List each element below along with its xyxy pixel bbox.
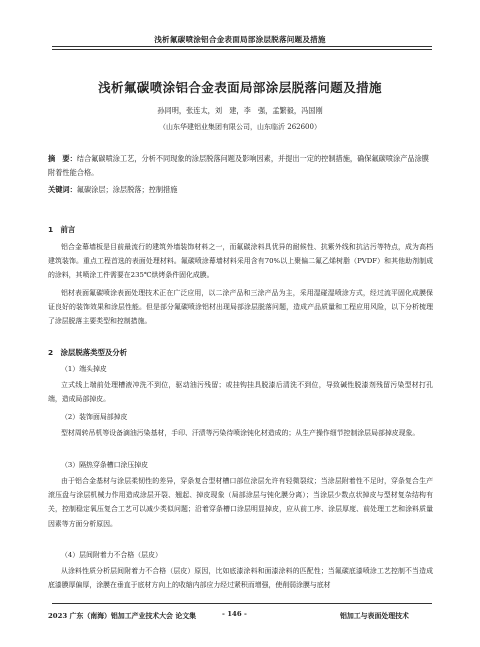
page-number: - 146 - — [222, 610, 247, 618]
subheading: （3）隔热穿条槽口涂压掉皮 — [61, 461, 149, 469]
keywords-label: 关键词： — [48, 185, 77, 194]
body-paragraph: 立式线上端前处理槽液冲洗不到位，驱动油污残留；或挂钩挂具脱漆后清洗不到位，导致碱性脱漆剂残留污染型材打孔端，造成局部掉皮。 — [48, 381, 433, 404]
body-paragraph: 铝合金幕墙板是目前最流行的建筑外墙装饰材料之一，而氟碳涂料具优异的耐候性、抗紫外线和抗沾污等特点，成为高档建筑装饰。重点工程首选的表面处理材料。氟碳喷涂幕墙材料采用含有70%以上聚偏二氟乙烯树脂（PVDF）和其他助剂制成的涂料，其喷涂工件需要在235℃烘烤条件固化成膜。 — [48, 243, 433, 280]
body-paragraph: 从涂料性质分析层间附着力不合格（层皮）原因，比如底漆涂料和面漆涂料的匹配性；当氟碳底漆喷涂工艺控制不当造成底漆膜厚偏厚，涂膜在垂直于底材方向上的收缩内部应力经过紧积而增强，使削弱涂膜与底材 — [48, 567, 433, 590]
abstract-text: 结合氟碳喷涂工艺，分析不同现象的涂层脱落问题及影响因素，并提出一定的控制措施，确保氟碳喷涂产品涂膜附着性能合格。 — [48, 154, 429, 177]
footer-rule — [52, 603, 432, 604]
body-paragraph: 由于铝合金基材与涂层柔韧性的差异，穿条复合型材槽口部位涂层允许有轻微裂纹；当涂层附着性不足时，穿条复合生产滚压盘与涂层机械力作用造成涂层开裂、翘起、掉皮现象（局部涂层与钝化膜分离）；当涂层少数点状掉皮与型材复杂结构有关，控制稳定氧压复合工艺可以减少类似问题；沿着穿条槽口涂层明显掉皮，应从前工序、涂层厚度、前处理工艺和涂料质量因素等方面分析原因。 — [48, 477, 433, 528]
affiliation: （山东华建铝业集团有限公司，山东临沂 262600） — [159, 123, 321, 131]
section-heading-types: 2 涂层脱落类型及分析 — [48, 348, 128, 357]
header-rule-bottom — [52, 49, 432, 50]
keywords-text: 氟碳涂层；涂层脱落；控制措施 — [76, 185, 178, 194]
body-paragraph: 型材周转吊机等设备滴油污染基材，手印、汗渍等污染待喷涂钝化材造成的；从生产操作细节控制涂层局部掉皮现象。 — [61, 429, 420, 437]
subheading: （4）层间附着力不合格（层皮） — [61, 551, 162, 559]
footer-proceedings: 2023 广东（南海）铝加工产业技术大会 论文集 — [48, 612, 197, 620]
author-list: 孙同明，张连太，刘 建，李 强，孟繁毅，冯国刚 — [157, 106, 323, 115]
abstract — [48, 152, 433, 180]
section-heading-intro: 1 前言 — [48, 225, 76, 234]
keywords — [48, 183, 433, 197]
body-paragraph: 铝材表面氟碳喷涂表面处理技术正在广泛应用，以二涂产品和三涂产品为主，采用湿碰湿喷涂方式，经过流平固化成膜保证良好的装饰效果和涂层性能。但是部分氟碳喷涂铝材出现局部涂层脱落问题，造成产品质量和工程应用风险，以下分析梳理了涂层脱落主要类型和控制措施。 — [48, 289, 433, 326]
footer-journal: 铝加工与表面处理技术 — [340, 612, 409, 620]
subheading: （2）装饰面局部掉皮 — [61, 413, 128, 421]
paper-title: 浅析氟碳喷涂铝合金表面局部涂层脱落问题及措施 — [98, 80, 382, 95]
running-head: 浅析氟碳喷涂铝合金表面局部涂层脱落问题及措施 — [154, 35, 326, 44]
abstract-label: 摘 要： — [48, 154, 77, 163]
header-rule-top — [52, 46, 432, 47]
subheading: （1）端头掉皮 — [61, 365, 107, 373]
